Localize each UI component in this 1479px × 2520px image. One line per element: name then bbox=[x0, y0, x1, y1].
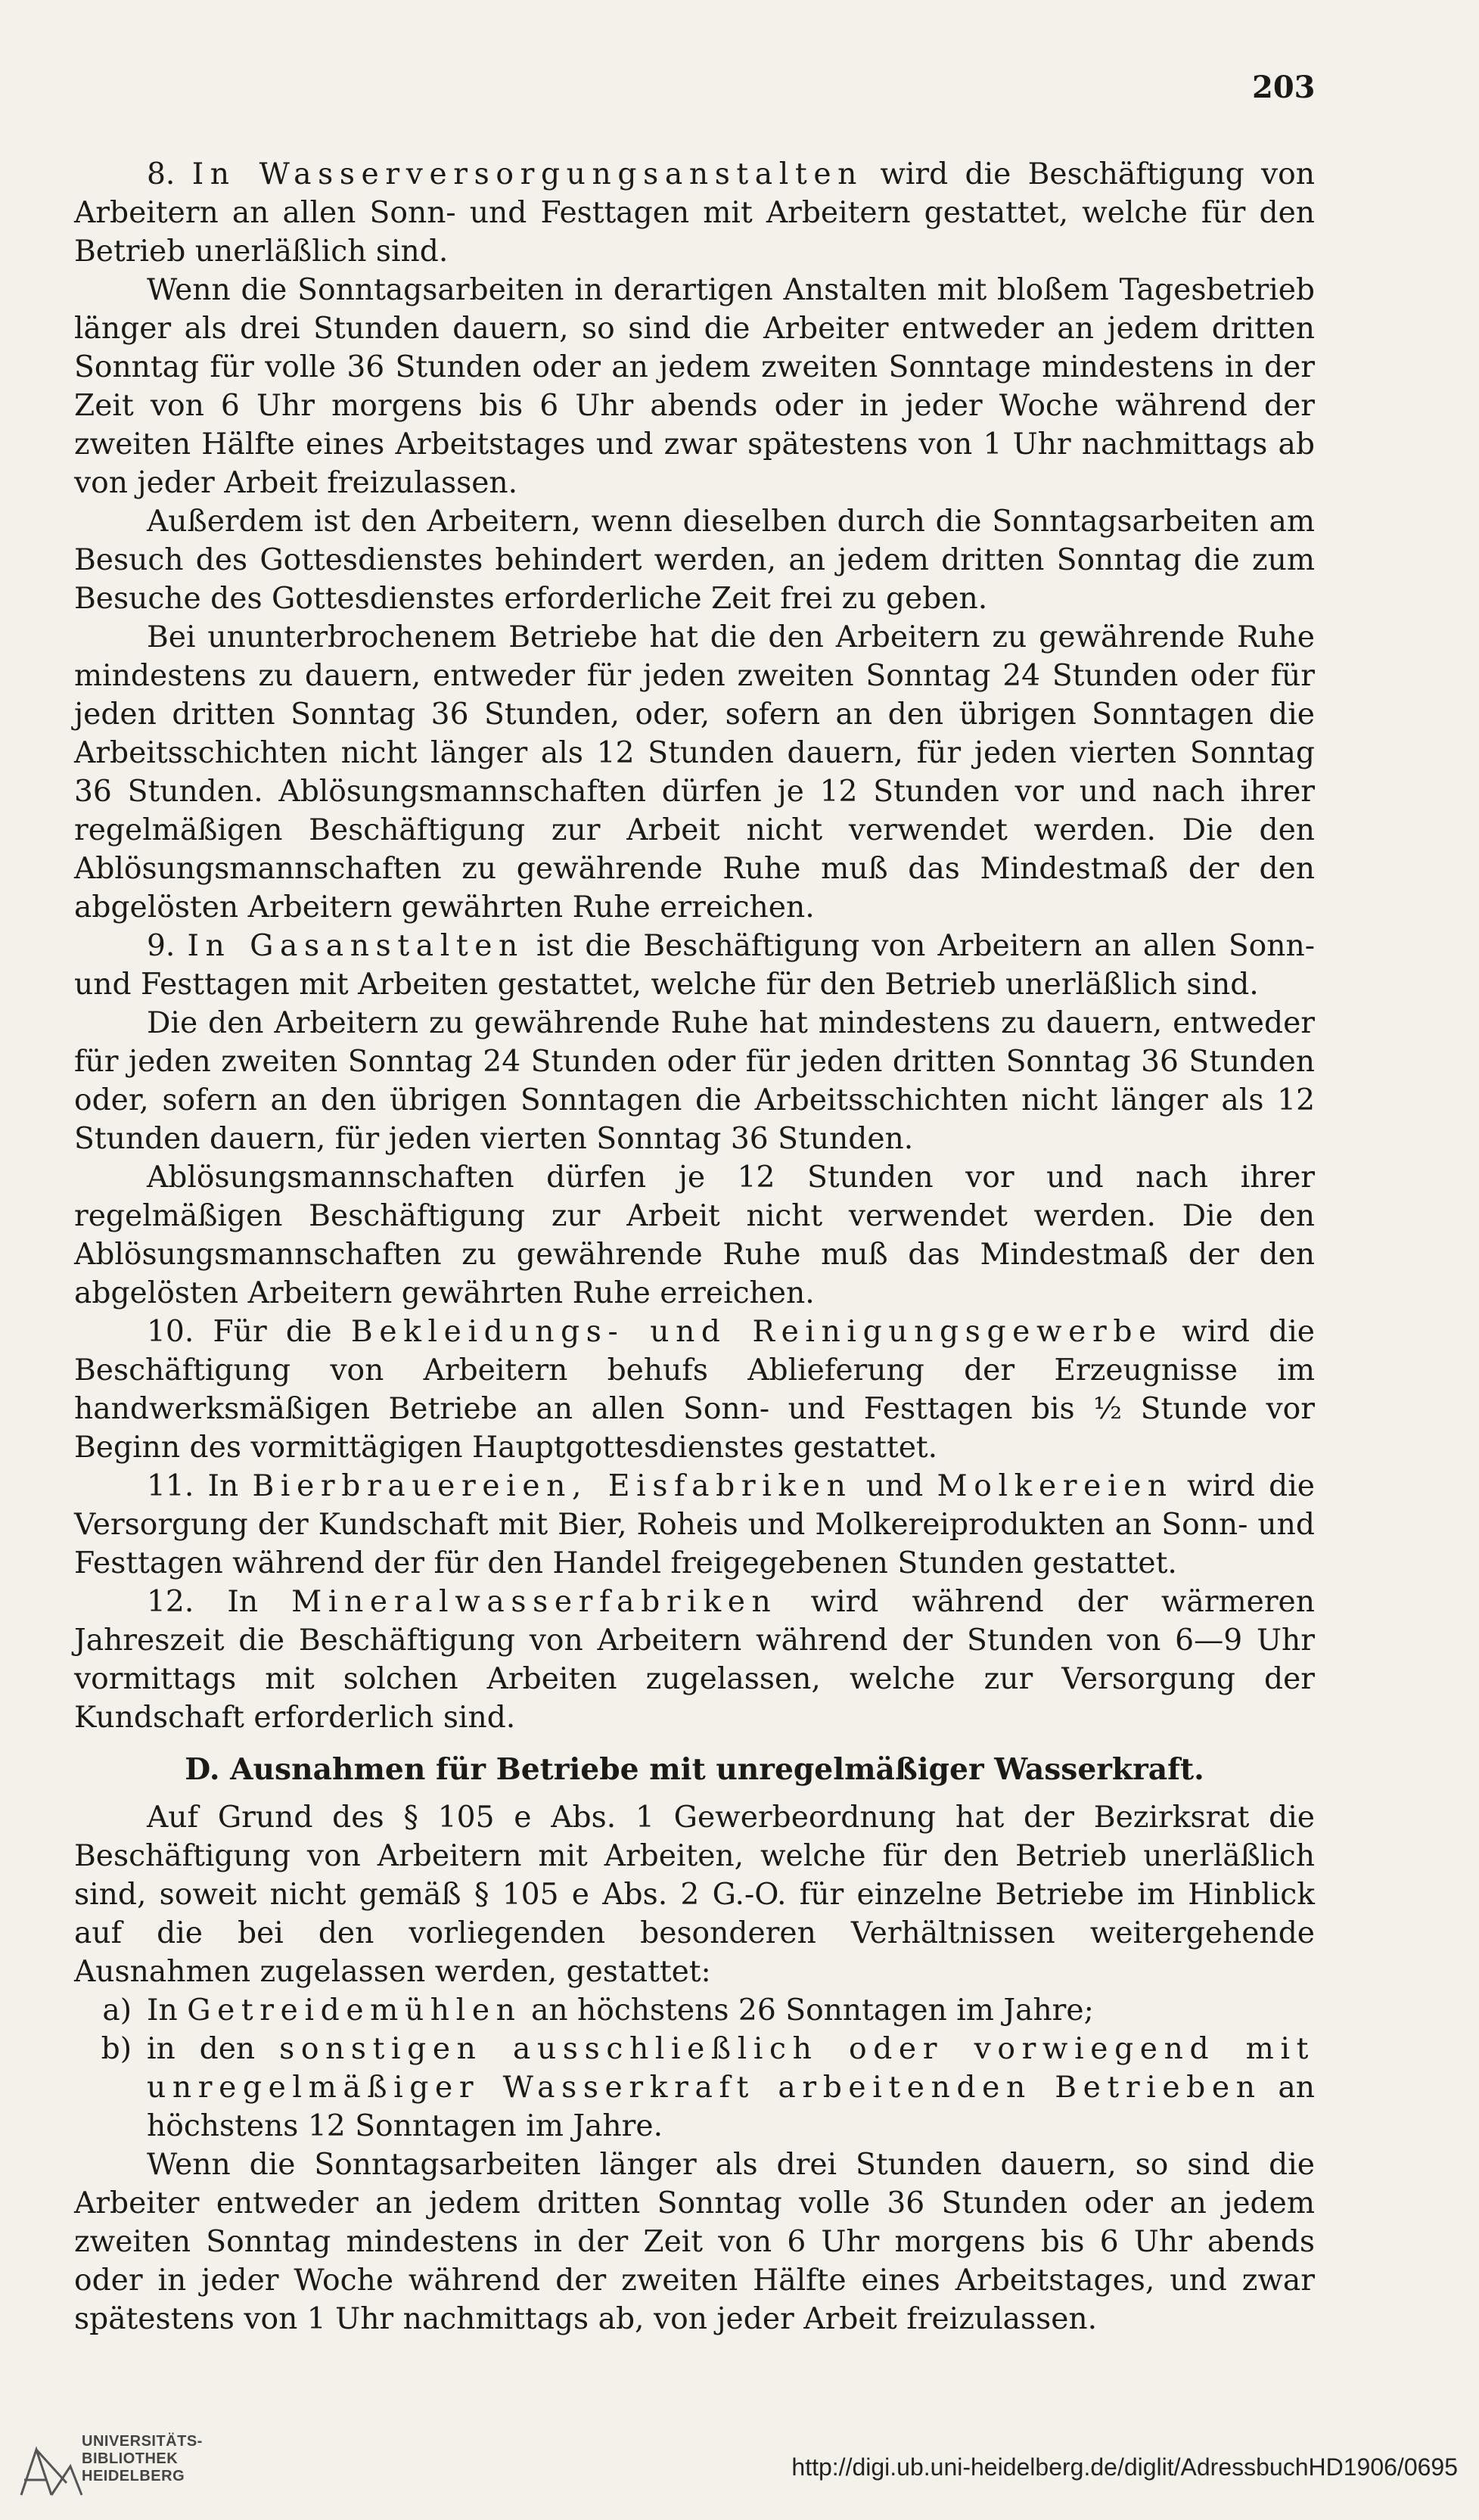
paragraph: Ablösungsmannschaften dürfen je 12 Stunden vor und nach ihrer regelmäßigen Beschäftigung zur Arbeit nicht verwendet werden. Die den Ablösungsmannschaften zu gewährende Ruhe muß das Mindestmaß der den abgelösten Arbeitern gewährten Ruhe erreichen. bbox=[74, 1161, 1315, 1310]
section-heading: D. Ausnahmen für Betriebe mit unregelmäßiger Wasserkraft. bbox=[185, 1752, 1204, 1787]
paragraph: Auf Grund des § 105 e Abs. 1 Gewerbeordnung hat der Bezirksrat die Beschäftigung von Arbeitern mit Arbeiten, welche für den Betrieb unerläßlich sind, soweit nicht gemäß § 105 e Abs. 2 G.-O. für einzelne Betriebe im Hinblick auf die bei den vorliegenden besonderen Verhältnissen weitergehende Ausnahmen zugelassen werden, gestattet: bbox=[74, 1801, 1315, 1989]
item-number: 8. bbox=[147, 157, 176, 191]
paragraph: Wenn die Sonntagsarbeiten länger als drei Stunden dauern, so sind die Arbeiter entweder an jedem dritten Sonntag volle 36 Stunden oder an jedem zweiten Sonntag mindestens in der Zeit von 6 Uhr morgens bis 6 Uhr abends oder in jeder Woche während der zweiten Hälfte eines Arbeitstages, und zwar spätestens von 1 Uhr nachmittags ab, von jeder Arbeit freizulassen. bbox=[74, 2148, 1315, 2336]
connector-word: und bbox=[865, 1469, 924, 1503]
paragraph-text: ist die Beschäftigung von Arbeitern an allen Sonn- und Festtagen mit Arbeiten gestattet, welche für den Betrieb unerläßlich sind. bbox=[74, 929, 1315, 1002]
paragraph-11 bbox=[74, 1467, 1315, 1583]
paragraph: Außerdem ist den Arbeitern, wenn dieselben durch die Sonntagsarbeiten am Besuch des Gottesdienstes behindert werden, an jedem dritten Sonntag die zum Besuche des Gottesdienstes erforderliche Zeit frei zu geben. bbox=[74, 505, 1315, 616]
paragraph-10 bbox=[74, 1313, 1315, 1467]
paragraph: Wenn die Sonntagsarbeiten in derartigen Anstalten mit bloßem Tagesbetrieb länger als drei Stunden dauern, so sind die Arbeiter entweder an jedem dritten Sonntag für volle 36 Stunden oder an jedem zweiten Sonntage mindestens in der Zeit von 6 Uhr morgens bis 6 Uhr abends oder in jeder Woche während der zweiten Hälfte eines Arbeitstages und zwar spätestens von 1 Uhr nachmittags ab von jeder Arbeit freizulassen. bbox=[74, 273, 1315, 500]
paragraph-8 bbox=[74, 155, 1315, 271]
item-number: 9. bbox=[147, 929, 176, 963]
spaced-term: Bekleidungs- und Reinigungsgewerbe bbox=[350, 1315, 1163, 1349]
paragraph-text: wird die Beschäftigung von Arbeitern behufs Ablieferung der Erzeugnisse im handwerksmäßigen Betriebe an allen Sonn- und Festtagen bis ½ Stunde vor Beginn des vormittägigen Hauptgottesdienstes gestattet. bbox=[74, 1315, 1315, 1465]
paragraph-12 bbox=[74, 1583, 1315, 1737]
item-number: 11. In bbox=[147, 1469, 239, 1503]
logo-line: BIBLIOTHEK bbox=[82, 2450, 179, 2467]
list-item-a bbox=[74, 1991, 1315, 2030]
paragraph: Die den Arbeitern zu gewährende Ruhe hat mindestens zu dauern, entweder für jeden zweiten Sonntag 24 Stunden oder für jeden dritten Sonntag 36 Stunden oder, sofern an den übrigen Sonntagen die Arbeitsschichten nicht länger als 12 Stunden dauern, für jeden vierten Sonntag 36 Stunden. bbox=[74, 1006, 1315, 1156]
list-label: b) bbox=[101, 2032, 132, 2066]
logo-line: UNIVERSITÄTS- bbox=[82, 2433, 203, 2450]
list-item-b bbox=[74, 2030, 1315, 2146]
spaced-term: In Gasanstalten bbox=[187, 929, 524, 963]
item-number: 10. Für die bbox=[147, 1315, 332, 1349]
list-text-pre: in den bbox=[147, 2032, 256, 2066]
list-text bbox=[147, 1991, 1315, 2030]
footer bbox=[0, 2406, 1479, 2520]
paragraph-text: wird während der wärmeren Jahreszeit die Beschäftigung von Arbeitern während der Stunden von 6—9 Uhr vormittags mit solchen Arbeiten zugelassen, welche zur Versorgung der Kundschaft erforderlich sind. bbox=[74, 1585, 1315, 1735]
spaced-term: Bierbrauereien, Eisfabriken bbox=[252, 1469, 853, 1503]
library-logo-text bbox=[82, 2433, 203, 2485]
paragraph: Bei ununterbrochenem Betriebe hat die den Arbeitern zu gewährende Ruhe mindestens zu dauern, entweder für jeden zweiten Sonntag 24 Stunden oder für jeden dritten Sonntag 36 Stunden, oder, sofern an den übrigen Sonntagen die Arbeitsschichten nicht länger als 12 Stunden dauern, für jeden vierten Sonntag 36 Stunden. Ablösungsmannschaften dürfen je 12 Stunden vor und nach ihrer regelmäßigen Beschäftigung zur Arbeit nicht verwendet werden. Die den Ablösungsmannschaften zu gewährende Ruhe muß das Mindestmaß der den abgelösten Arbeitern gewährten Ruhe erreichen. bbox=[74, 620, 1315, 924]
paragraph-text: wird die Versorgung der Kundschaft mit Bier, Roheis und Molkereiprodukten an Sonn- und Festtagen während der für den Handel freigegebenen Stunden gestattet. bbox=[74, 1469, 1315, 1580]
paragraph-text: wird die Beschäftigung von Arbeitern an allen Sonn- und Festtagen mit Arbeitern gestattet, welche für den Betrieb unerläßlich sind. bbox=[74, 157, 1315, 269]
spaced-term: In Wasserversorgungsanstalten bbox=[191, 157, 863, 191]
paragraph-9 bbox=[74, 927, 1315, 1004]
list-text-rest: an höchstens 12 Sonntagen im Jahre. bbox=[147, 2071, 1315, 2143]
item-number: 12. In bbox=[147, 1585, 259, 1619]
list-text-pre: In bbox=[147, 1993, 178, 2027]
page-number: 203 bbox=[1252, 70, 1316, 105]
body-text bbox=[74, 155, 1315, 2338]
source-url-link[interactable]: http://digi.ub.uni-heidelberg.de/diglit/AdressbuchHD1906/0695 bbox=[791, 2453, 1458, 2481]
spaced-term: Molkereien bbox=[937, 1469, 1173, 1503]
spaced-term: sonstigen ausschließlich oder vorwiegend mit unregelmäßiger Wasserkraft arbeitenden Betrieben bbox=[147, 2032, 1315, 2105]
list-text bbox=[147, 2030, 1315, 2146]
spaced-term: Mineralwasserfabriken bbox=[291, 1585, 778, 1619]
spaced-term: Getreidemühlen bbox=[187, 1993, 522, 2027]
list-text-rest: an höchstens 26 Sonntagen im Jahre; bbox=[530, 1993, 1094, 2027]
list-label: a) bbox=[102, 1993, 132, 2027]
logo-line: HEIDELBERG bbox=[82, 2468, 185, 2484]
